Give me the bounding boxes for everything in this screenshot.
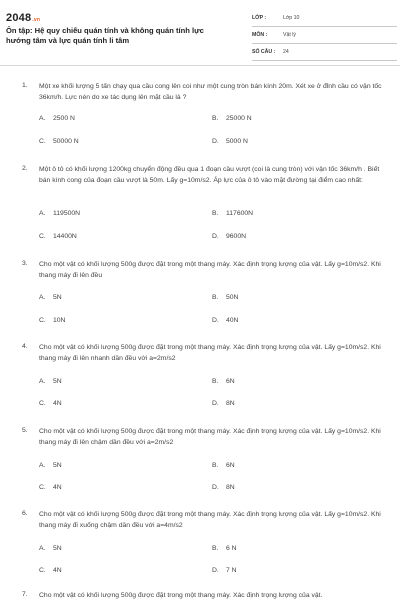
answer-option-b[interactable]	[212, 545, 237, 552]
meta-value: Vật lý	[283, 32, 296, 38]
option-text: 6 N	[226, 545, 237, 552]
option-text: 9600N	[226, 233, 247, 240]
question-text: Cho một vật có khối lượng 500g được đặt trong một thang máy. Xác định trọng lượng của vật. Lấy g=10m/s2. Khi thang máy đi lên chậm dần đều với a=2m/s2	[39, 428, 381, 446]
option-letter: D.	[212, 317, 219, 324]
question-number: 2.	[22, 165, 28, 172]
option-text: 5N	[53, 294, 62, 301]
meta-label: MÔN :	[252, 32, 268, 38]
question-number: 7.	[22, 591, 28, 598]
answer-option-a[interactable]	[39, 545, 62, 552]
question-number: 4.	[22, 343, 28, 350]
option-text: 14400N	[53, 233, 77, 240]
site-logo[interactable]	[6, 12, 40, 24]
option-text: 4N	[53, 484, 62, 491]
option-letter: A.	[39, 210, 46, 217]
meta-value: Lớp 10	[283, 15, 300, 21]
option-text: 10N	[53, 317, 66, 324]
answer-option-c[interactable]	[39, 400, 62, 407]
question-text: Cho một vật có khối lượng 500g được đặt trong một thang máy. Xác định trọng lượng của vật. Lấy g=10m/s2. Khi thang máy đi lên đều	[39, 261, 381, 279]
answer-option-d[interactable]	[212, 484, 235, 491]
option-text: 5000 N	[226, 138, 248, 145]
option-letter: C.	[39, 233, 46, 240]
option-text: 119500N	[53, 210, 81, 217]
option-text: 8N	[226, 484, 235, 491]
logo-suffix: .vn	[32, 17, 41, 23]
question-number: 5.	[22, 427, 28, 434]
answer-option-d[interactable]	[212, 317, 238, 324]
option-letter: A.	[39, 462, 46, 469]
answer-option-a[interactable]	[39, 462, 62, 469]
option-letter: B.	[212, 378, 219, 385]
answer-option-b[interactable]	[212, 378, 235, 385]
question-number: 1.	[22, 82, 28, 89]
answer-option-a[interactable]	[39, 210, 80, 217]
meta-label: LỚP :	[252, 15, 267, 21]
option-letter: D.	[212, 567, 219, 574]
answer-option-d[interactable]	[212, 138, 248, 145]
question-text: Cho một vật có khối lượng 500g được đặt trong một thang máy. Xác định trọng lượng của vật. Lấy g=10m/s2. Khi thang máy đi xuống chậm dần đều với a=4m/s2	[39, 511, 381, 529]
option-letter: C.	[39, 317, 46, 324]
option-letter: A.	[39, 115, 46, 122]
answer-option-b[interactable]	[212, 115, 252, 122]
option-text: 6N	[226, 462, 235, 469]
option-letter: D.	[212, 484, 219, 491]
meta-value: 24	[283, 49, 289, 55]
option-letter: D.	[212, 400, 219, 407]
option-text: 6N	[226, 378, 235, 385]
option-text: 4N	[53, 400, 62, 407]
option-letter: B.	[212, 462, 219, 469]
option-letter: B.	[212, 294, 219, 301]
answer-option-c[interactable]	[39, 567, 62, 574]
meta-label: SỐ CÂU :	[252, 49, 276, 55]
option-letter: A.	[39, 378, 46, 385]
question-text: Một xe khối lượng 5 tấn chạy qua cầu cong lên coi như một cung tròn bán kính 20m. Xét xe ở đỉnh cầu có vận tốc 36km/h. Lực nén do xe tác dụng lên mặt cầu là ?	[39, 83, 382, 101]
question-number: 3.	[22, 260, 28, 267]
option-letter: C.	[39, 567, 46, 574]
logo-main: 2048	[6, 12, 32, 24]
answer-option-b[interactable]	[212, 210, 253, 217]
option-letter: B.	[212, 210, 219, 217]
meta-row-class	[252, 10, 397, 27]
option-letter: B.	[212, 115, 219, 122]
question-text: Cho một vật có khối lượng 500g được đặt trong một thang máy. Xác định trọng lượng của vật. Lấy g=10m/s2. Khi thang máy đi lên nhanh dần đều với a=2m/s2	[39, 344, 381, 362]
option-letter: B.	[212, 545, 219, 552]
answer-option-a[interactable]	[39, 115, 75, 122]
worksheet-title: Ôn tập: Hệ quy chiếu quán tính và không quán tính lực hướng tâm và lực quán tính li tâm	[6, 26, 204, 45]
answer-option-b[interactable]	[212, 462, 235, 469]
answer-option-a[interactable]	[39, 294, 62, 301]
answer-option-c[interactable]	[39, 233, 77, 240]
option-letter: D.	[212, 233, 219, 240]
option-text: 4N	[53, 567, 62, 574]
answer-option-b[interactable]	[212, 294, 238, 301]
answer-option-c[interactable]	[39, 484, 62, 491]
option-text: 25000 N	[226, 115, 252, 122]
option-letter: A.	[39, 545, 46, 552]
option-letter: A.	[39, 294, 46, 301]
question-text: Cho một vật có khối lượng 500g được đặt trong một thang máy. Xác định trọng lượng của vật.	[39, 592, 323, 599]
answer-option-a[interactable]	[39, 378, 62, 385]
answer-option-d[interactable]	[212, 400, 235, 407]
worksheet-meta	[252, 10, 397, 61]
option-letter: C.	[39, 400, 46, 407]
option-letter: C.	[39, 138, 46, 145]
option-letter: C.	[39, 484, 46, 491]
question-number: 6.	[22, 510, 28, 517]
worksheet-header	[0, 0, 400, 66]
option-text: 5N	[53, 545, 62, 552]
option-text: 5N	[53, 378, 62, 385]
answer-option-c[interactable]	[39, 317, 65, 324]
question-text: Một ô tô có khối lượng 1200kg chuyển động đều qua 1 đoạn cầu vượt (coi là cung tròn) với vận tốc 36km/h . Biết bán kính cong của đoạn cầu vượt là 50m. Lấy g=10m/s2. Áp lực của ô tô vào mặt đường tại điểm cao nhất:	[39, 166, 380, 184]
option-text: 5N	[53, 462, 62, 469]
answer-option-d[interactable]	[212, 233, 246, 240]
option-text: 40N	[226, 317, 239, 324]
option-letter: D.	[212, 138, 219, 145]
meta-row-subject	[252, 27, 397, 44]
option-text: 8N	[226, 400, 235, 407]
option-text: 2500 N	[53, 115, 75, 122]
answer-option-c[interactable]	[39, 138, 79, 145]
option-text: 50N	[226, 294, 239, 301]
option-text: 50000 N	[53, 138, 79, 145]
option-text: 7 N	[226, 567, 237, 574]
answer-option-d[interactable]	[212, 567, 237, 574]
option-text: 117600N	[226, 210, 254, 217]
meta-row-question-count	[252, 44, 397, 61]
